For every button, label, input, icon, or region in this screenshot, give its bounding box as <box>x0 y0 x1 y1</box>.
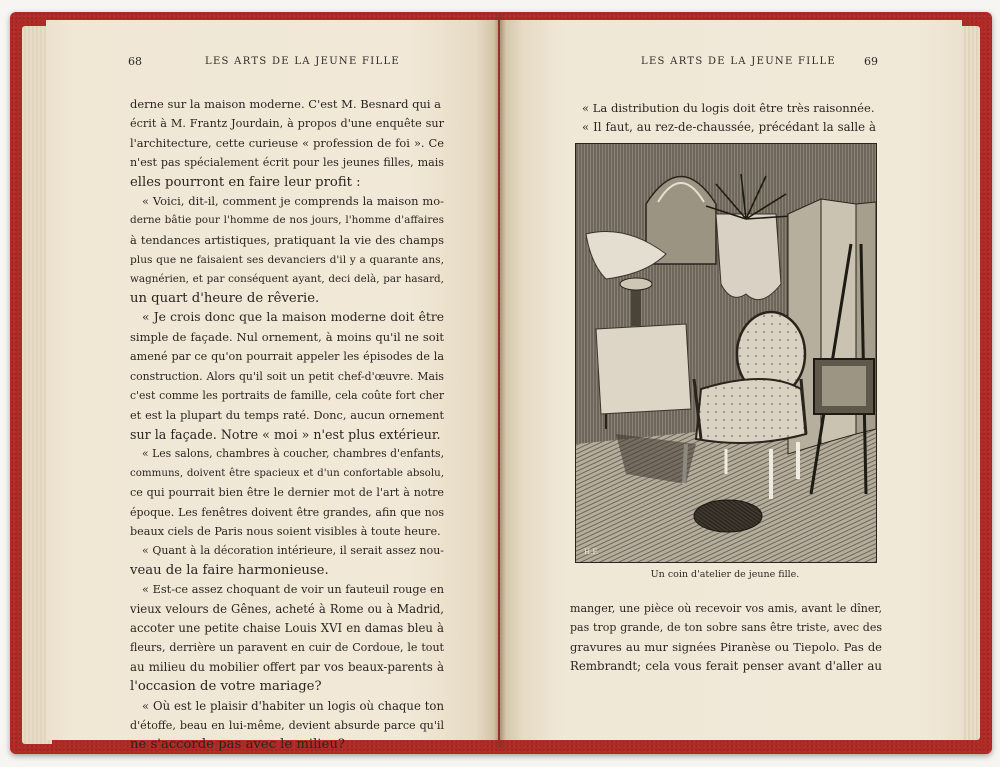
text-line: amené par ce qu'on pourrait appeler les épisodes de la <box>130 350 444 364</box>
illustration-caption: Un coin d'atelier de jeune fille. <box>650 569 800 580</box>
text-line: fleurs, derrière un paravent en cuir de Cordoue, le tout <box>130 641 444 655</box>
text-line: derne bâtie pour l'homme de nos jours, l'homme d'affaires <box>130 214 444 227</box>
text-line: vieux velours de Gênes, acheté à Rome ou à Madrid, <box>130 601 444 616</box>
text-line: communs, doivent être spacieux et d'un confortable absolu, <box>130 466 444 479</box>
text-line: n'est pas spécialement écrit pour les jeunes filles, mais <box>130 156 444 170</box>
text-line: « Quant à la décoration intérieure, il serait assez nou- <box>142 544 444 558</box>
text-line: et est la plupart du temps raté. Donc, aucun ornement <box>130 408 444 422</box>
text-line: d'étoffe, beau en lui-même, devient absurde parce qu'il <box>130 719 444 732</box>
right-top-text <box>570 99 876 138</box>
text-line: manger, une pièce où recevoir vos amis, avant le dîner, <box>570 602 882 615</box>
engraving-signature: H.F. <box>584 548 599 556</box>
text-line: écrit à M. Frantz Jourdain, à propos d'une enquête sur <box>130 117 444 131</box>
text-line: « Il faut, au rez-de-chaussée, précédant la salle à <box>582 120 876 135</box>
text-line: « Je crois donc que la maison moderne doit être <box>142 310 444 325</box>
text-line: au milieu du mobilier offert par vos beaux-parents à <box>130 659 444 674</box>
text-line: pas trop grande, de ton sobre sans être triste, avec des <box>570 621 882 635</box>
text-line: wagnérien, et par conséquent ayant, deci delà, par hasard, <box>130 272 444 285</box>
right-running-head: LES ARTS DE LA JEUNE FILLE <box>641 56 837 67</box>
text-line: un quart d'heure de rêverie. <box>130 291 320 307</box>
text-line: gravures au mur signées Piranèse ou Tiepolo. Pas de <box>570 639 882 654</box>
text-line: veau de la faire harmonieuse. <box>130 562 329 578</box>
text-line: « Voici, dit-il, comment je comprends la maison mo- <box>142 194 444 209</box>
text-line: sur la façade. Notre « moi » n'est plus extérieur. <box>130 426 441 442</box>
left-page-number: 68 <box>128 55 142 68</box>
right-page-number: 69 <box>864 55 878 68</box>
book-gutter <box>494 14 506 748</box>
text-line: simple de façade. Nul ornement, à moins qu'il ne soit <box>130 329 444 344</box>
text-line: accoter une petite chaise Louis XVI en damas bleu à <box>130 620 444 635</box>
text-line: beaux ciels de Paris nous soient visibles à toute heure. <box>130 524 441 538</box>
text-line: l'occasion de votre mariage? <box>130 679 322 695</box>
right-bottom-text <box>570 599 882 677</box>
text-line: plus que ne faisaient ses devanciers d'il y a quarante ans, <box>130 253 444 267</box>
text-line: c'est comme les portraits de famille, cela coûte fort cher <box>130 389 444 403</box>
left-body-text <box>130 95 444 755</box>
text-line: derne sur la maison moderne. C'est M. Besnard qui a <box>130 97 442 111</box>
text-line: construction. Alors qu'il soit un petit chef-d'œuvre. Mais <box>130 369 444 383</box>
text-line: « Les salons, chambres à coucher, chambres d'enfants, <box>142 447 444 461</box>
text-line: à tendances artistiques, pratiquant la vie des champs <box>130 232 444 247</box>
text-line: ce qui pourrait bien être le dernier mot de l'art à notre <box>130 486 444 500</box>
text-line: « Est-ce assez choquant de voir un fauteuil rouge en <box>142 583 444 597</box>
text-line: Rembrandt; cela vous ferait penser avant d'aller au <box>570 659 882 674</box>
text-line: elles pourront en faire leur profit : <box>130 174 361 190</box>
text-line: l'architecture, cette curieuse « profession de foi ». Ce <box>130 135 444 150</box>
text-line: « La distribution du logis doit être très raisonnée. <box>582 101 875 115</box>
engraving-illustration <box>575 143 877 563</box>
text-line: « Où est le plaisir d'habiter un logis où chaque ton <box>142 698 444 713</box>
text-line: époque. Les fenêtres doivent être grandes, afin que nos <box>130 505 444 519</box>
studio-engraving <box>576 144 876 562</box>
left-running-head: LES ARTS DE LA JEUNE FILLE <box>205 56 401 67</box>
text-line: ne s'accorde pas avec le milieu? <box>130 737 345 753</box>
